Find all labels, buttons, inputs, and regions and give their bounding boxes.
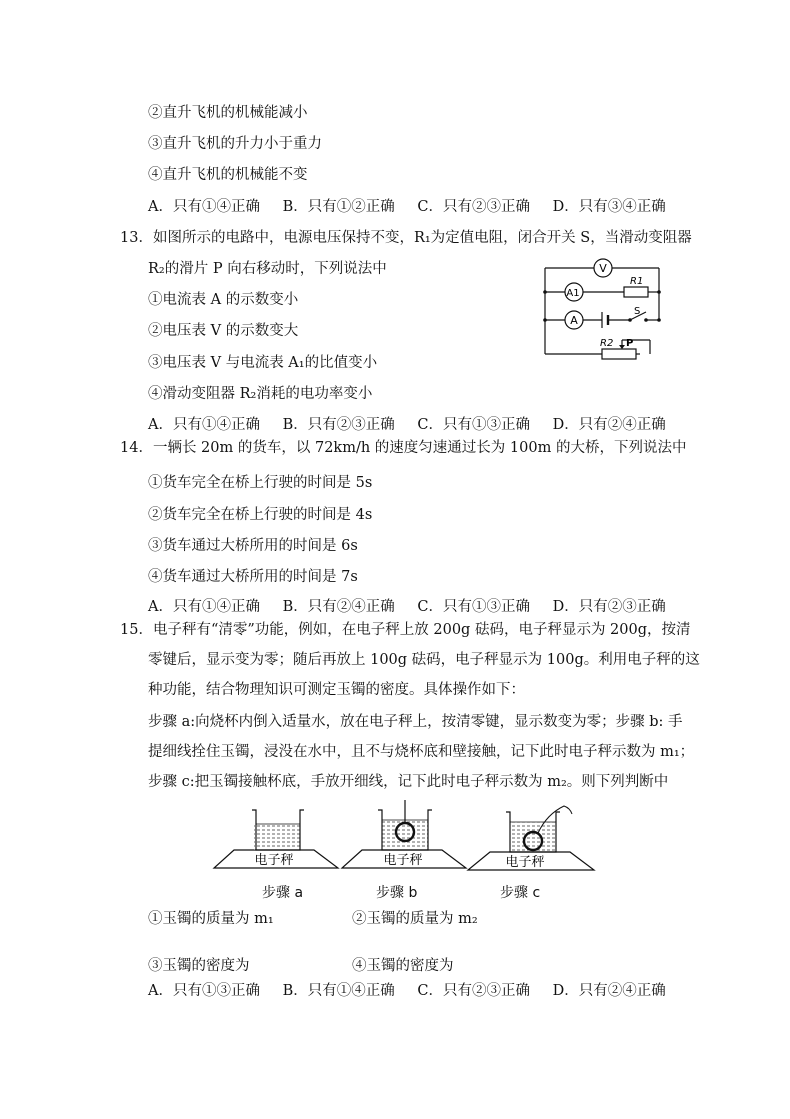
step-b-caption: 步骤 b xyxy=(376,885,418,901)
q15-choice-c: C．只有②③正确 xyxy=(417,983,530,999)
q14-choice-c: C．只有①③正确 xyxy=(417,599,530,615)
q13-item-1: ①电流表 A 的示数变小 xyxy=(148,292,299,308)
scale-a-label: 电子秤 xyxy=(254,853,294,868)
q13-choice-d: D．只有②④正确 xyxy=(552,417,666,433)
q15-item-4: ④玉镯的密度为 xyxy=(352,958,454,974)
q15-choice-d: D．只有②④正确 xyxy=(552,983,666,999)
q15-item-1: ①玉镯的质量为 m₁ xyxy=(148,911,274,927)
q12-item-3: ③直升飞机的升力小于重力 xyxy=(148,136,322,152)
q12-choice-b: B．只有①②正确 xyxy=(282,199,395,215)
q15-choice-a: A．只有①③正确 xyxy=(148,983,260,999)
r2-label: R2 xyxy=(600,338,614,349)
q13-item-2: ②电压表 V 的示数变大 xyxy=(148,323,299,339)
q15-choice-b: B．只有①④正确 xyxy=(282,983,395,999)
q14-choice-b: B．只有②④正确 xyxy=(282,599,395,615)
q12-choice-c: C．只有②③正确 xyxy=(417,199,530,215)
slider-label: P xyxy=(626,338,634,349)
q12-choices xyxy=(148,197,684,217)
step-c-caption: 步骤 c xyxy=(500,885,541,901)
q15-step-line3: 步骤 c:把玉镯接触杯底，手放开细线，记下此时电子秤示数为 m₂。则下列判断中 xyxy=(148,774,669,790)
q12-choice-d: D．只有③④正确 xyxy=(552,199,666,215)
scale-a xyxy=(214,810,338,868)
q13-item-4: ④滑动变阻器 R₂消耗的电功率变小 xyxy=(148,386,373,402)
q13-choice-a: A．只有①④正确 xyxy=(148,417,260,433)
q15-stem-line1: 15．电子秤有“清零”功能，例如，在电子秤上放 200g 砝码，电子秤显示为 200g，按清 xyxy=(120,622,691,638)
ammeter-a1-label: A1 xyxy=(566,288,580,299)
q12-choice-a: A．只有①④正确 xyxy=(148,199,260,215)
q13-choices xyxy=(148,415,684,435)
q14-choices xyxy=(148,597,684,617)
q13-item-3: ③电压表 V 与电流表 A₁的比值变小 xyxy=(148,355,378,371)
q14-choice-d: D．只有②③正确 xyxy=(552,599,666,615)
q14-item-2: ②货车完全在桥上行驶的时间是 4s xyxy=(148,507,373,523)
q12-item-4: ④直升飞机的机械能不变 xyxy=(148,167,308,183)
scale-b xyxy=(342,800,466,868)
voltmeter-label: V xyxy=(599,262,607,275)
q13-choice-b: B．只有②③正确 xyxy=(282,417,395,433)
switch-label: S xyxy=(634,306,641,317)
r1-label: R1 xyxy=(630,276,644,287)
scale-c-label: 电子秤 xyxy=(505,855,545,870)
q15-item-2: ②玉镯的质量为 m₂ xyxy=(352,911,478,927)
circuit-diagram xyxy=(538,252,668,360)
q15-choices xyxy=(148,981,684,1001)
q12-item-2: ②直升飞机的机械能减小 xyxy=(148,105,308,121)
q15-item-3: ③玉镯的密度为 xyxy=(148,958,250,974)
q14-item-4: ④货车通过大桥所用的时间是 7s xyxy=(148,569,358,585)
q14-choice-a: A．只有①④正确 xyxy=(148,599,260,615)
q13-stem-line1: 13．如图所示的电路中，电源电压保持不变，R₁为定值电阻，闭合开关 S，当滑动变阻器 xyxy=(120,230,692,246)
q15-step-line1: 步骤 a:向烧杯内倒入适量水，放在电子秤上，按清零键，显示数变为零；步骤 b: 手 xyxy=(148,714,683,730)
step-a-caption: 步骤 a xyxy=(262,885,304,901)
q14-stem: 14．一辆长 20m 的货车，以 72km/h 的速度匀速通过长为 100m 的大桥，下列说法中 xyxy=(120,440,687,456)
scale-c xyxy=(468,806,594,870)
q13-choice-c: C．只有①③正确 xyxy=(417,417,530,433)
q15-stem-line2: 零键后，显示变为零；随后再放上 100g 砝码，电子秤显示为 100g。利用电子秤的这 xyxy=(148,652,700,668)
q13-stem-line2: R₂的滑片 P 向右移动时，下列说法中 xyxy=(148,261,387,277)
q14-item-3: ③货车通过大桥所用的时间是 6s xyxy=(148,538,358,554)
q15-stem-line3: 种功能，结合物理知识可测定玉镯的密度。具体操作如下： xyxy=(148,682,525,698)
ammeter-a-label: A xyxy=(570,314,578,327)
q14-item-1: ①货车完全在桥上行驶的时间是 5s xyxy=(148,475,373,491)
q15-step-line2: 提细线拴住玉镯，浸没在水中，且不与烧杯底和壁接触，记下此时电子秤示数为 m₁； xyxy=(148,744,695,760)
scale-b-label: 电子秤 xyxy=(383,853,423,868)
scale-diagram xyxy=(212,800,597,878)
